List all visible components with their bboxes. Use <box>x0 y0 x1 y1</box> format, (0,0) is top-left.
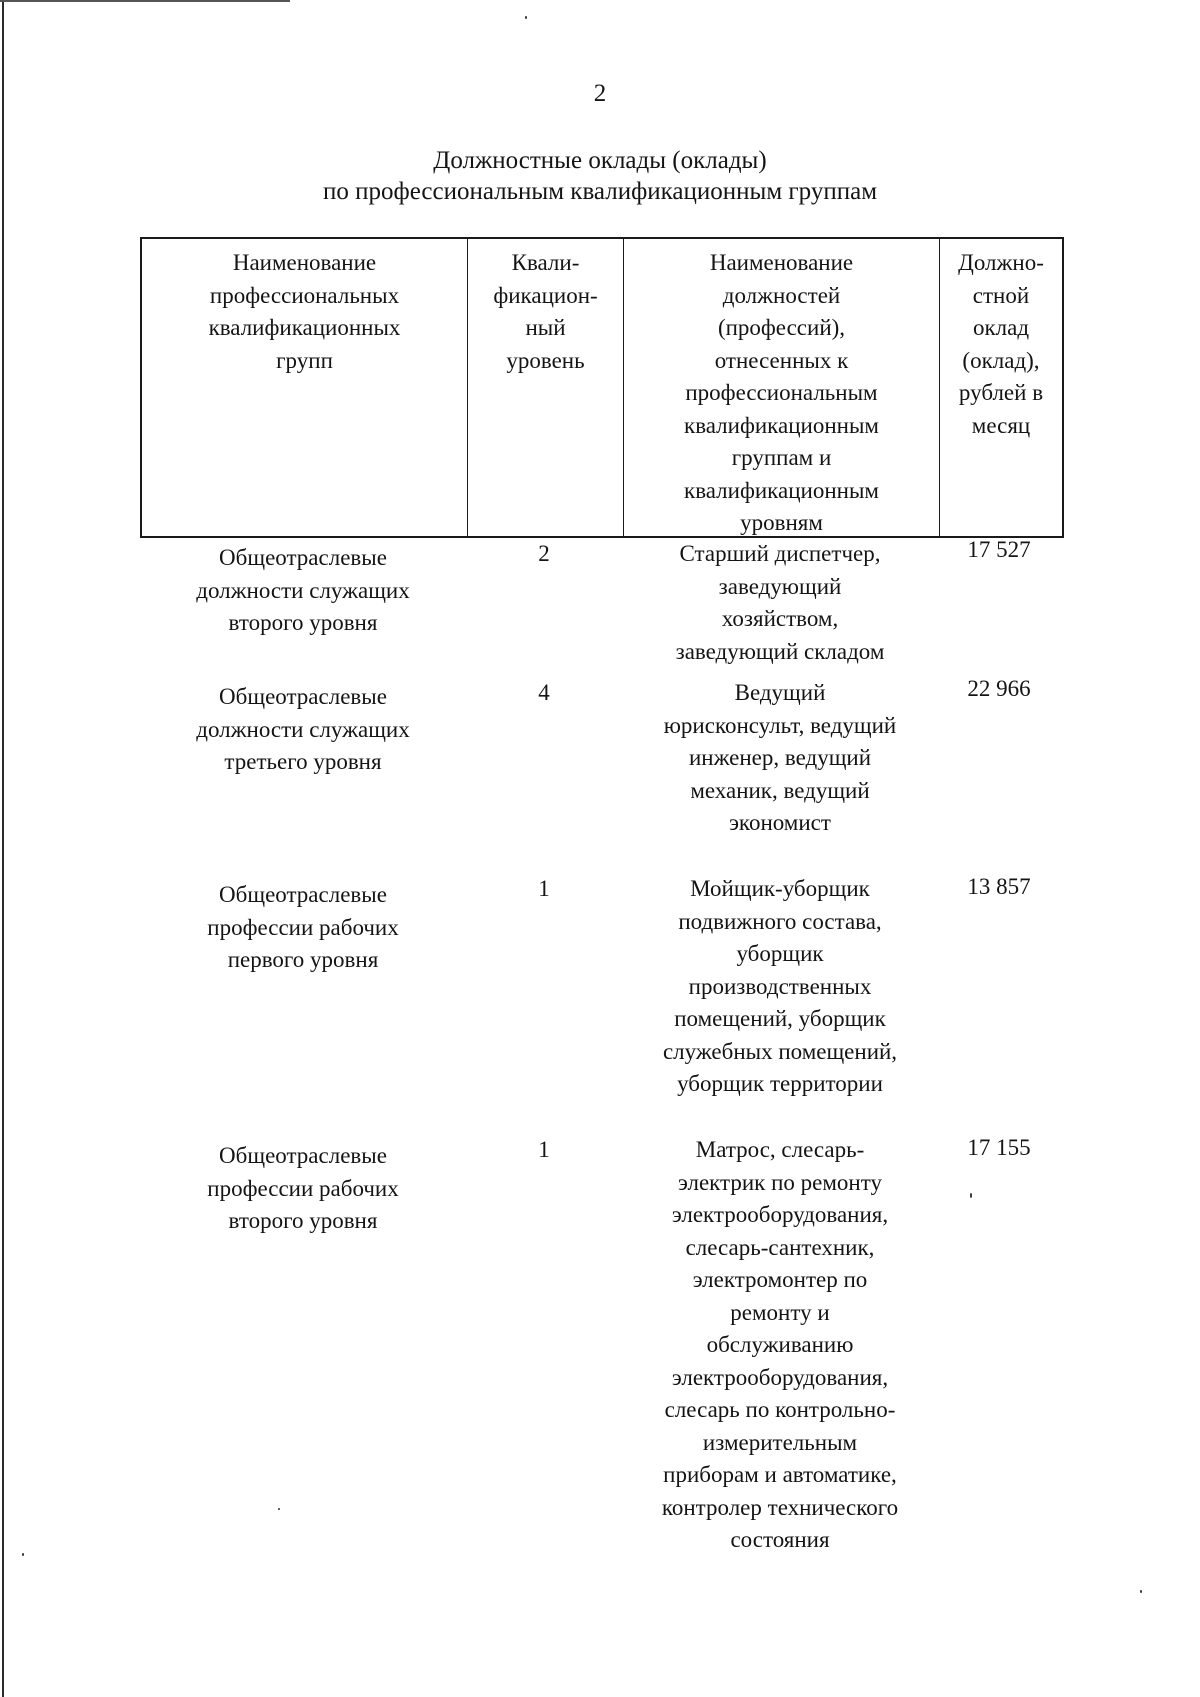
cell-line: ремонту и <box>730 1299 830 1325</box>
header-line: группам и <box>731 445 832 470</box>
cell-line: подвижного состава, <box>678 908 882 934</box>
cell-line: юрисконсульт, ведущий <box>663 712 897 738</box>
cell-line: помещений, уборщик <box>674 1006 886 1031</box>
cell-line: 17 155 <box>967 1135 1031 1160</box>
cell-line: 4 <box>538 680 550 705</box>
header-line: отнесенных к <box>714 347 849 373</box>
positions-cell <box>622 873 938 1101</box>
salary-table-header <box>140 237 1064 538</box>
cell-line: 22 966 <box>967 676 1031 701</box>
header-line: квалификационным <box>684 477 879 503</box>
cell-line: Мойщик-уборщик <box>690 876 870 901</box>
header-line: (оклад), <box>962 347 1040 373</box>
cell-line: 17 527 <box>967 537 1031 562</box>
scan-speck <box>1140 1590 1142 1593</box>
cell-line: Общеотраслевые <box>219 882 387 907</box>
header-group-name <box>142 239 468 536</box>
level-cell <box>466 677 622 840</box>
cell-line: уборщик территории <box>677 1071 883 1096</box>
level-cell <box>466 538 622 668</box>
header-line: (профессий), <box>717 315 846 340</box>
cell-line: механик, ведущий <box>690 777 870 803</box>
cell-line: заведующий складом <box>675 638 885 664</box>
positions-cell <box>622 1134 938 1557</box>
level-cell <box>466 873 622 1101</box>
cell-line: должности служащих <box>196 716 410 742</box>
cell-line: второго уровня <box>228 610 378 635</box>
cell-line: электрооборудования, <box>671 1202 889 1227</box>
header-line: рублей в <box>958 380 1044 405</box>
cell-line: Общеотраслевые <box>219 1143 387 1168</box>
cell-line: заведующий <box>718 573 842 599</box>
positions-cell <box>622 538 938 668</box>
table-row <box>140 1135 1064 1557</box>
group-name-cell <box>140 681 466 840</box>
cell-line: Общеотраслевые <box>219 545 387 570</box>
header-line: фикацион- <box>493 282 598 308</box>
cell-line: электрооборудования, <box>671 1364 889 1390</box>
cell-line: измерительным <box>702 1429 858 1455</box>
header-line: квалификационных <box>208 315 401 340</box>
header-qualification-level <box>468 239 624 536</box>
header-salary <box>940 239 1062 536</box>
header-line: оклад <box>972 315 1030 340</box>
header-line: ный <box>525 315 566 340</box>
cell-line: инженер, ведущий <box>688 745 872 770</box>
table-row <box>140 537 1064 668</box>
header-line: стной <box>972 282 1030 308</box>
cell-line: экономист <box>729 810 831 835</box>
scan-speck <box>525 16 527 19</box>
header-line: уровням <box>740 510 823 535</box>
salary-cell <box>938 1132 1060 1557</box>
salary-cell <box>938 673 1060 840</box>
header-line: месяц <box>971 412 1031 438</box>
cell-line: состояния <box>730 1527 830 1552</box>
salary-cell <box>938 534 1060 668</box>
cell-line: второго уровня <box>228 1208 378 1233</box>
header-line: профессиональным <box>685 380 878 405</box>
scan-edge <box>2 0 4 1697</box>
cell-line: 2 <box>538 541 550 566</box>
cell-line: уборщик <box>736 941 824 966</box>
title-line-2: по профессиональным квалификационным группам <box>322 178 878 205</box>
group-name-cell <box>140 542 466 668</box>
header-line: групп <box>276 347 333 373</box>
cell-line: электромонтер по <box>692 1267 868 1292</box>
cell-line: Старший диспетчер, <box>679 541 881 566</box>
header-line: должностей <box>722 282 841 308</box>
cell-line: 1 <box>538 1137 550 1162</box>
cell-line: контролер технического <box>661 1494 899 1520</box>
cell-line: третьего уровня <box>224 749 382 774</box>
cell-line: должности служащих <box>196 577 410 603</box>
header-line: Должно- <box>958 250 1044 275</box>
cell-line: слесарь по контрольно- <box>664 1397 896 1422</box>
group-name-cell <box>140 879 466 1101</box>
cell-line: первого уровня <box>227 947 379 972</box>
cell-line: Матрос, слесарь- <box>695 1137 865 1162</box>
cell-line: профессии рабочих <box>207 914 399 940</box>
cell-line: электрик по ремонту <box>678 1169 882 1195</box>
cell-line: Общеотраслевые <box>219 684 387 709</box>
cell-line: 13 857 <box>967 874 1031 899</box>
cell-line: обслуживанию <box>706 1332 854 1357</box>
header-positions <box>624 239 940 536</box>
cell-line: приборам и автоматике, <box>663 1462 897 1487</box>
document-title <box>0 145 1200 207</box>
table-row <box>140 676 1064 840</box>
scan-speck <box>278 1508 280 1510</box>
level-cell <box>466 1134 622 1557</box>
cell-line: производственных <box>688 973 872 999</box>
group-name-cell <box>140 1140 466 1557</box>
scan-speck <box>22 1553 24 1556</box>
salary-cell <box>938 871 1060 1101</box>
cell-line: 1 <box>538 876 550 901</box>
table-row <box>140 874 1064 1101</box>
header-line: Наименование <box>232 250 377 275</box>
header-line: Квали- <box>511 250 580 275</box>
cell-line: профессии рабочих <box>207 1175 399 1201</box>
scan-edge-top <box>0 0 290 2</box>
scan-speck <box>970 1193 972 1198</box>
cell-line: слесарь-сантехник, <box>685 1234 875 1260</box>
title-line-1: Должностные оклады (оклады) <box>433 147 767 174</box>
positions-cell <box>622 677 938 840</box>
cell-line: хозяйством, <box>721 606 839 631</box>
header-line: уровень <box>506 347 585 373</box>
cell-line: Ведущий <box>734 680 826 705</box>
header-line: Наименование <box>709 250 854 275</box>
page-number: 2 <box>593 80 607 107</box>
header-line: профессиональных <box>209 282 400 308</box>
cell-line: служебных помещений, <box>662 1038 898 1064</box>
header-line: квалификационным <box>684 412 879 438</box>
